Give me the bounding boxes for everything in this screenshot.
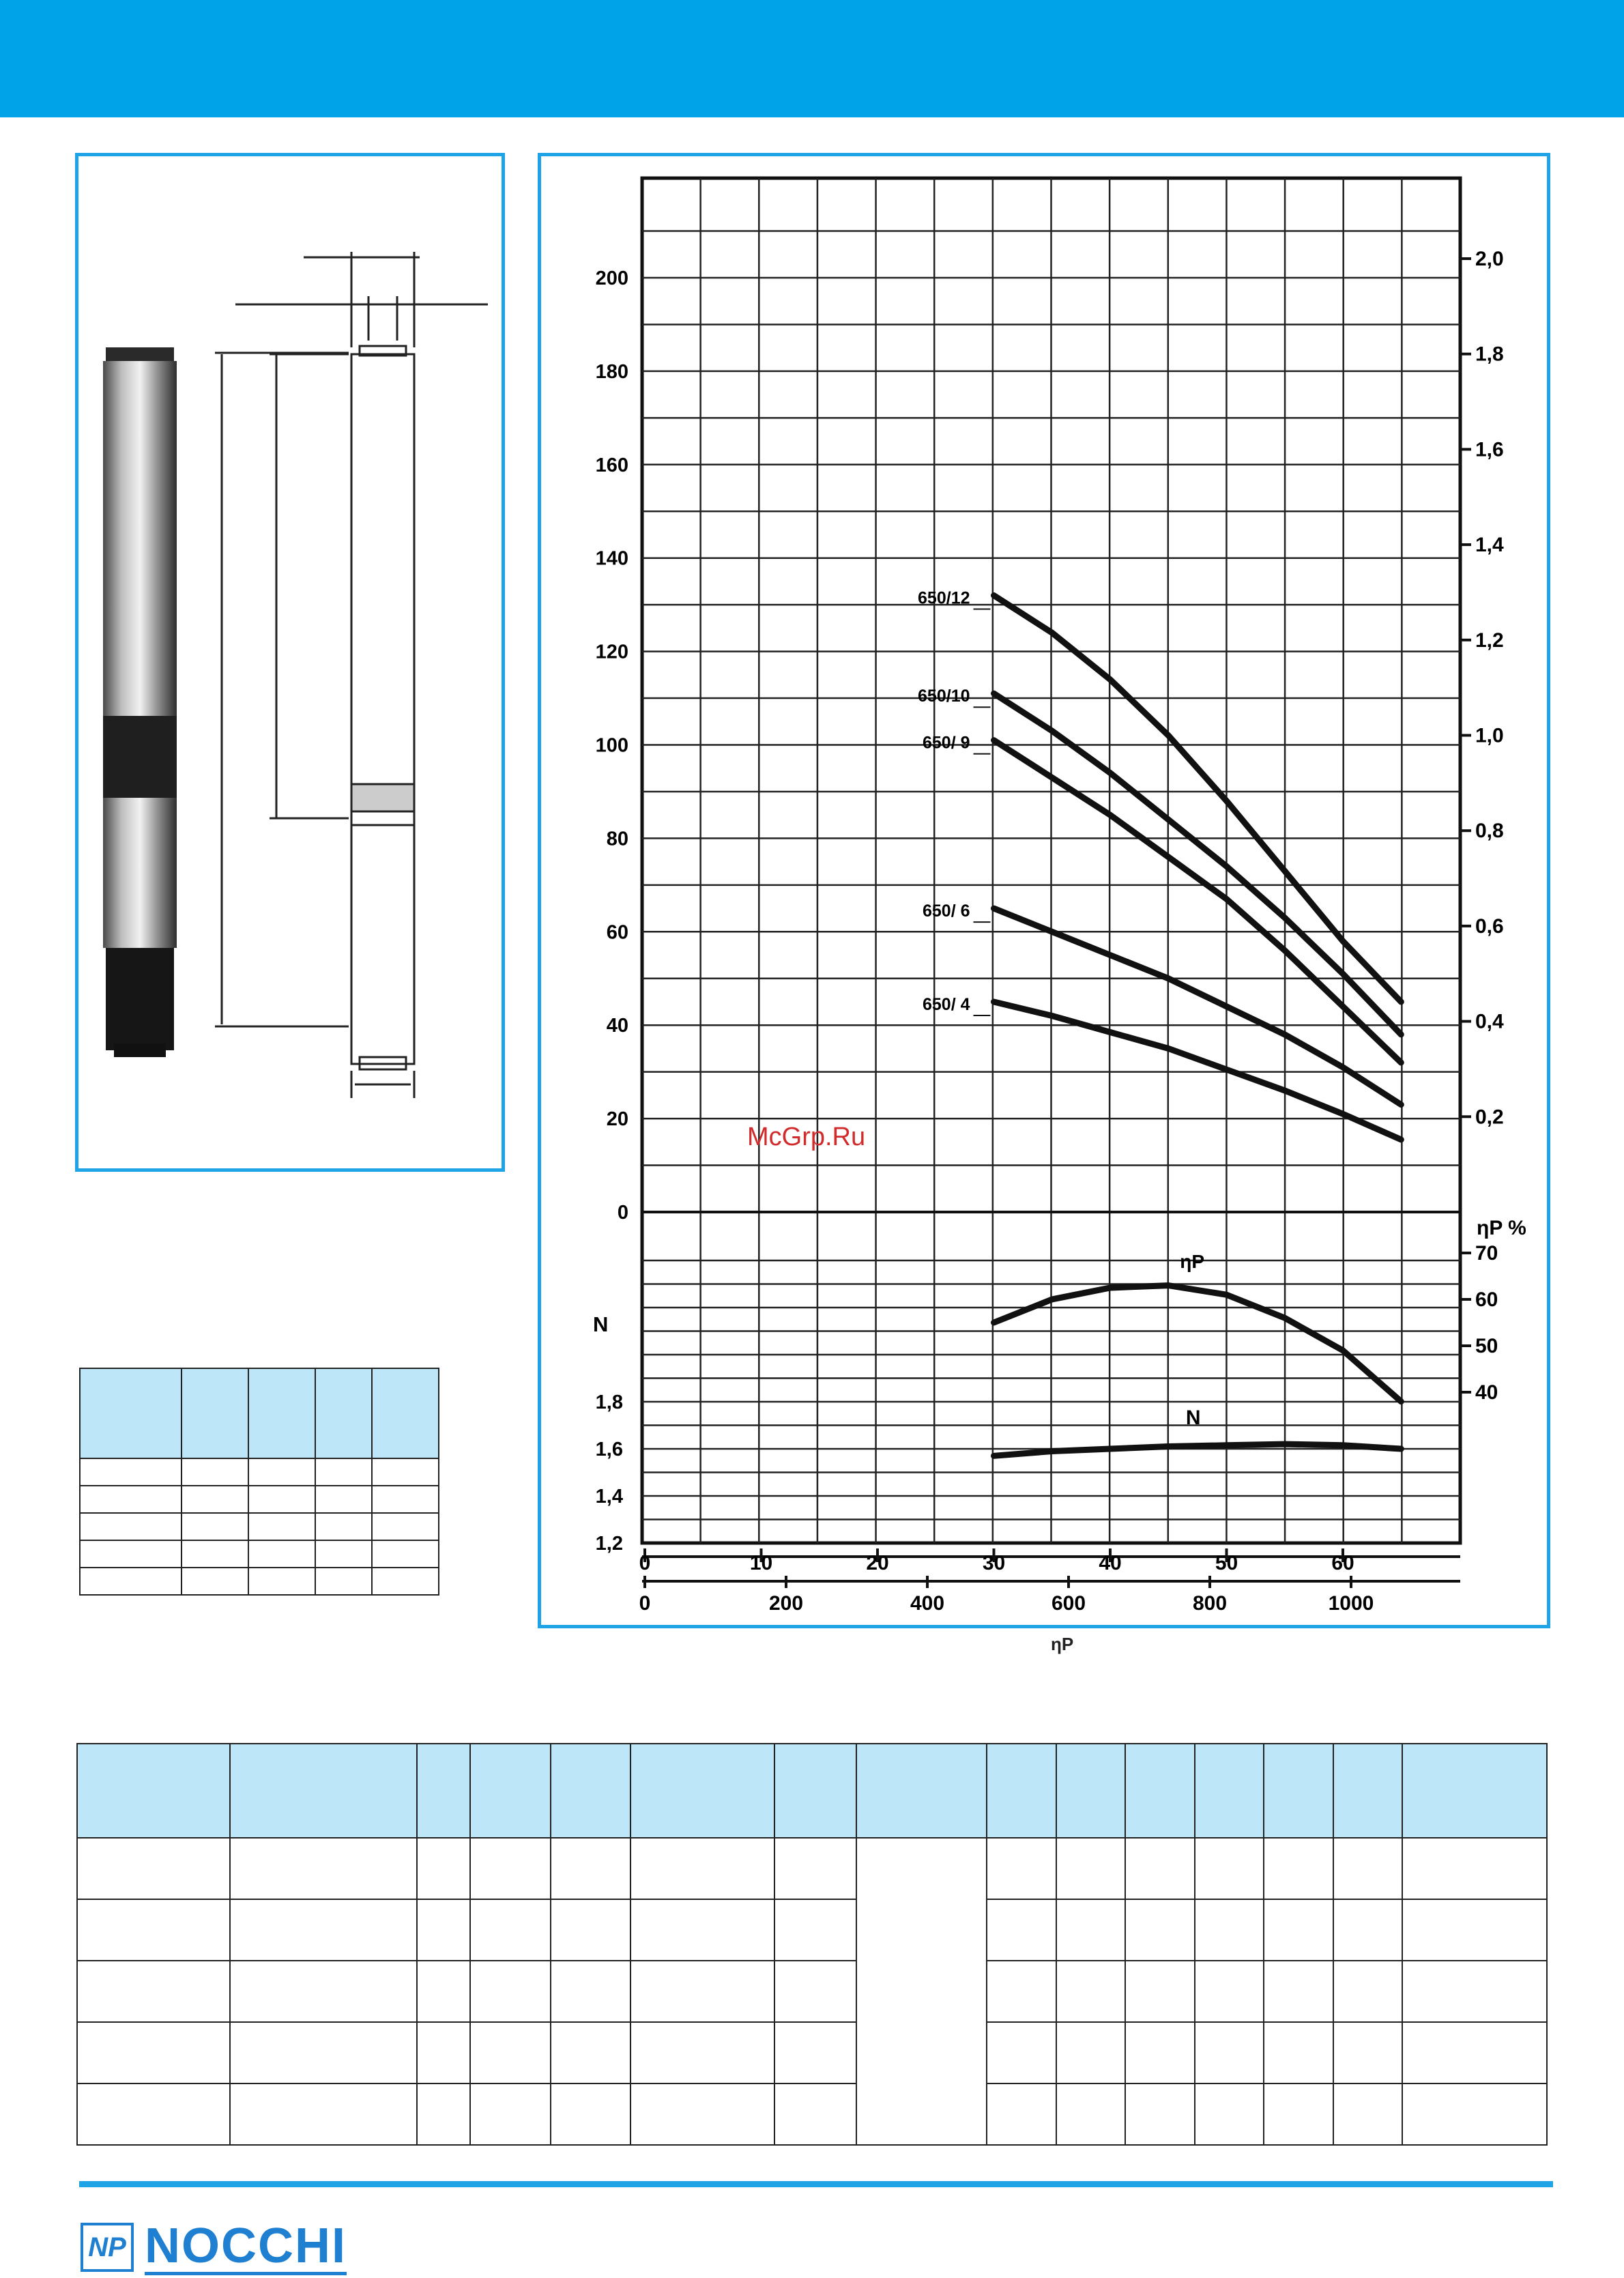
x2-tick-label: 200 xyxy=(768,1592,804,1615)
y-tick-label: 40 xyxy=(606,1015,628,1037)
x-tick-label: 0 xyxy=(639,1552,651,1574)
performance-chart-panel xyxy=(538,153,1550,1628)
x-tick-label: 60 xyxy=(1331,1552,1354,1574)
x-tick-label: 40 xyxy=(1099,1552,1122,1574)
x2-tick-label: 800 xyxy=(1192,1592,1228,1615)
performance-chart xyxy=(541,156,1547,1625)
y2-tick-label: 0,2 xyxy=(1475,1106,1504,1129)
table-row xyxy=(77,1899,1547,1961)
y-tick-label: 20 xyxy=(606,1108,628,1131)
n-axis-label: N xyxy=(593,1312,609,1336)
x2-tick-label: 0 xyxy=(639,1592,651,1615)
x2-tick-label: 1000 xyxy=(1328,1592,1374,1615)
eff-tick-label: 40 xyxy=(1475,1381,1498,1404)
curve-label: 650/ 9 xyxy=(922,733,970,753)
y2-tick-label: 2,0 xyxy=(1475,248,1504,270)
y-tick-label: 80 xyxy=(606,828,628,850)
curve-label: 650/ 4 xyxy=(922,994,970,1014)
eff-tick-label: 70 xyxy=(1475,1242,1498,1265)
x-tick-label: 50 xyxy=(1215,1552,1238,1574)
power-curve-label: N xyxy=(1185,1407,1201,1429)
y2-tick-label: 0,4 xyxy=(1475,1010,1504,1033)
table-row xyxy=(80,1486,439,1513)
eff-tick-label: 60 xyxy=(1475,1288,1498,1311)
chart-axes xyxy=(642,259,1471,1588)
table-cell xyxy=(80,1368,182,1458)
n-tick-label: 1,6 xyxy=(595,1439,623,1460)
n-tick-label: 1,2 xyxy=(595,1533,623,1555)
x2-tick-label: 400 xyxy=(910,1592,945,1615)
y2-tick-label: 1,0 xyxy=(1475,724,1504,747)
specification-table xyxy=(76,1743,1548,2146)
y-tick-label: 140 xyxy=(595,547,628,570)
pump-illustration xyxy=(78,156,502,1168)
dimension-table xyxy=(79,1368,439,1596)
chart-grid xyxy=(642,178,1460,1543)
efficiency-curve-label: ηP xyxy=(1180,1251,1205,1272)
chart-caption: ηP xyxy=(1051,1634,1074,1654)
watermark: McGrp.Ru xyxy=(747,1123,866,1151)
y-tick-label: 0 xyxy=(617,1202,628,1224)
brand-logo xyxy=(81,2217,347,2278)
table-cell xyxy=(315,1368,371,1458)
curve-65012 xyxy=(994,596,1402,1003)
brand-name: NOCCHI xyxy=(145,2220,347,2275)
curve-label: 650/10 xyxy=(918,687,970,706)
table-cell xyxy=(372,1368,439,1458)
pump-dimension-drawing xyxy=(215,252,488,1098)
curve-power xyxy=(994,1444,1402,1456)
table-row xyxy=(80,1540,439,1568)
y2-tick-label: 1,2 xyxy=(1475,629,1504,652)
y2-tick-label: 1,8 xyxy=(1475,343,1504,366)
x-tick-label: 30 xyxy=(982,1552,1006,1574)
y-tick-label: 180 xyxy=(595,360,628,383)
table-row xyxy=(77,1961,1547,2022)
n-tick-label: 1,4 xyxy=(595,1486,623,1508)
x-tick-label: 20 xyxy=(866,1552,889,1574)
logo-mark-icon: NP xyxy=(81,2223,134,2272)
y-tick-label: 160 xyxy=(595,454,628,476)
dimension-table-header xyxy=(80,1368,439,1458)
table-row xyxy=(80,1513,439,1540)
curve-label: 650/12 xyxy=(918,588,970,608)
n-tick-label: 1,8 xyxy=(595,1392,623,1413)
y-tick-label: 60 xyxy=(606,921,628,944)
pump-photo xyxy=(103,347,177,1057)
table-cell xyxy=(182,1368,248,1458)
footer-rule xyxy=(79,2181,1553,2187)
table-row xyxy=(80,1458,439,1486)
y2-tick-label: 1,6 xyxy=(1475,438,1504,461)
table-row xyxy=(77,1838,1547,1899)
y2-tick-label: 1,4 xyxy=(1475,534,1504,557)
y-tick-label: 100 xyxy=(595,734,628,757)
eff-axis-label: ηP % xyxy=(1477,1217,1526,1239)
table-row xyxy=(77,2084,1547,2145)
y2-tick-label: 0,6 xyxy=(1475,914,1504,938)
table-cell xyxy=(248,1368,315,1458)
spec-table-header xyxy=(77,1744,1547,1838)
table-row xyxy=(77,2022,1547,2084)
product-image-panel xyxy=(75,153,505,1172)
eff-tick-label: 50 xyxy=(1475,1335,1498,1357)
curve-label: 650/ 6 xyxy=(922,902,970,921)
x2-tick-label: 600 xyxy=(1051,1592,1086,1615)
y2-tick-label: 0,8 xyxy=(1475,820,1504,843)
table-row xyxy=(80,1568,439,1595)
header-band xyxy=(0,0,1624,117)
x-tick-label: 10 xyxy=(749,1552,773,1574)
curve-efficiency xyxy=(994,1286,1402,1402)
y-tick-label: 200 xyxy=(595,268,628,289)
y-tick-label: 120 xyxy=(595,641,628,663)
